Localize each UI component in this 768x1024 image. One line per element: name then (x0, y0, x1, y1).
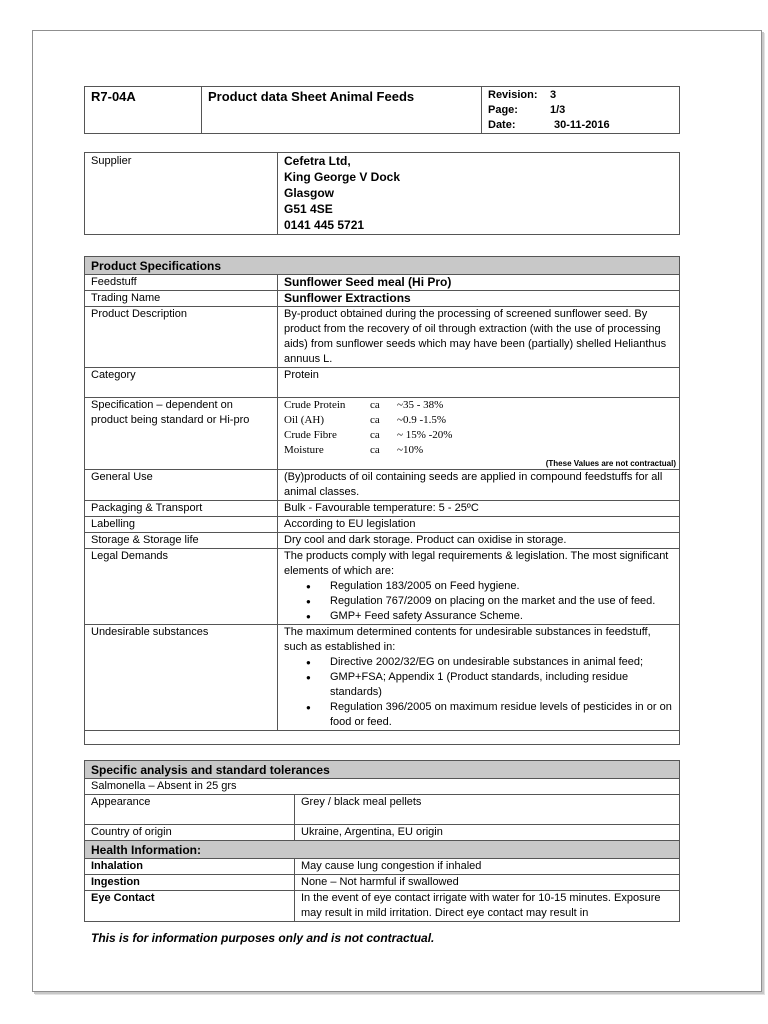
document-title: Product data Sheet Animal Feeds (202, 87, 482, 134)
spec-item (284, 413, 673, 428)
list-item: ● Regulation 767/2009 on placing on the market and the use of feed. (330, 594, 673, 609)
supplier-line: Glasgow (284, 186, 335, 200)
country-origin-value: Ukraine, Argentina, EU origin (295, 825, 680, 841)
section-title-health: Health Information: (85, 841, 680, 859)
specification-label: Specification – dependent on product being standard or Hi-pro (85, 398, 278, 470)
list-item: ● Regulation 396/2005 on maximum residue levels of pesticides in or on food or feed. (330, 700, 673, 730)
supplier-line: 0141 445 5721 (284, 218, 365, 232)
spec-item (284, 428, 673, 443)
product-description-value: By-product obtained during the processing of screened sunflower seed. By product from the recovery of oil through extraction (with the use of processing aids) from sunflower seeds which may have been (partially) shelled Helianthus annuus L. (278, 307, 680, 368)
spec-item-name: Oil (AH) (284, 414, 325, 426)
feedstuff-value: Sunflower Seed meal (Hi Pro) (278, 275, 680, 291)
spec-item-ca: ca (370, 429, 380, 441)
revision-block (482, 87, 680, 134)
spec-item-ca: ca (370, 399, 380, 411)
product-specifications-table (84, 256, 680, 745)
supplier-line: King George V Dock (284, 170, 401, 184)
supplier-address (278, 153, 680, 235)
eye-contact-label: Eye Contact (85, 891, 295, 922)
revision-label: Revision: (488, 89, 538, 101)
spec-item-value: ~35 - 38% (397, 399, 444, 411)
supplier-line: G51 4SE (284, 202, 333, 216)
revision-value: 3 (550, 89, 557, 101)
page-label: Page: (488, 104, 518, 116)
spec-item-value: ~ 15% -20% (397, 429, 453, 441)
undesirable-substances-list (284, 655, 673, 730)
spec-item-value: ~0.9 -1.5% (397, 414, 447, 426)
packaging-label: Packaging & Transport (85, 501, 278, 517)
undesirable-substances-intro: The maximum determined contents for undesirable substances in feedstuff, such as established in: (284, 626, 651, 653)
spec-item (284, 443, 673, 458)
trading-name-value: Sunflower Extractions (278, 291, 680, 307)
document-header (84, 86, 680, 134)
legal-demands-value (278, 549, 680, 625)
ingestion-label: Ingestion (85, 875, 295, 891)
page-value: 1/3 (550, 104, 566, 116)
undesirable-substances-label: Undesirable substances (85, 625, 278, 731)
category-label: Category (85, 368, 278, 398)
disclaimer-note: This is for information purposes only and is not contractual. (91, 931, 435, 945)
storage-value: Dry cool and dark storage. Product can oxidise in storage. (278, 533, 680, 549)
inhalation-label: Inhalation (85, 859, 295, 875)
legal-demands-label: Legal Demands (85, 549, 278, 625)
date-label: Date: (488, 119, 516, 131)
packaging-value: Bulk - Favourable temperature: 5 - 25ºC (278, 501, 680, 517)
list-item: ● GMP+ Feed safety Assurance Scheme. (330, 609, 673, 624)
general-use-value: (By)products of oil containing seeds are applied in compound feedstuffs for all animal classes. (278, 470, 680, 501)
product-description-label: Product Description (85, 307, 278, 368)
inhalation-value: May cause lung congestion if inhaled (295, 859, 680, 875)
legal-demands-intro: The products comply with legal requirements & legislation. The most significant elements of which are: (284, 550, 669, 577)
supplier-label: Supplier (85, 153, 278, 235)
general-use-label: General Use (85, 470, 278, 501)
section-title-specifications: Product Specifications (85, 257, 680, 275)
section-title-analysis: Specific analysis and standard tolerances (85, 761, 680, 779)
labelling-label: Labelling (85, 517, 278, 533)
eye-contact-value: In the event of eye contact irrigate with water for 10-15 minutes. Exposure may result in mild irritation. Direct eye contact may result in (295, 891, 680, 922)
undesirable-substances-value (278, 625, 680, 731)
appearance-value: Grey / black meal pellets (295, 795, 680, 825)
spec-item-name: Crude Protein (284, 399, 346, 411)
specification-values (278, 398, 680, 470)
storage-label: Storage & Storage life (85, 533, 278, 549)
salmonella-row: Salmonella – Absent in 25 grs (85, 779, 680, 795)
list-item: ● Regulation 183/2005 on Feed hygiene. (330, 579, 673, 594)
spec-item-ca: ca (370, 414, 380, 426)
list-item: ● Directive 2002/32/EG on undesirable substances in animal feed; (330, 655, 673, 670)
category-value: Protein (278, 368, 680, 398)
date-value: 30-11-2016 (554, 119, 610, 131)
spec-item-ca: ca (370, 444, 380, 456)
supplier-line: Cefetra Ltd, (284, 154, 351, 168)
supplier-table (84, 152, 680, 235)
spec-item-name: Crude Fibre (284, 429, 337, 441)
analysis-table (84, 760, 680, 922)
empty-row (85, 731, 680, 745)
appearance-label: Appearance (85, 795, 295, 825)
country-origin-label: Country of origin (85, 825, 295, 841)
spec-item-name: Moisture (284, 444, 324, 456)
list-item: ● GMP+FSA; Appendix 1 (Product standards, including residue standards) (330, 670, 673, 700)
labelling-value: According to EU legislation (278, 517, 680, 533)
document-code: R7-04A (85, 87, 202, 134)
spec-item (284, 398, 673, 413)
ingestion-value: None – Not harmful if swallowed (295, 875, 680, 891)
spec-item-value: ~10% (397, 444, 424, 456)
specification-note: (These Values are not contractual) (545, 459, 676, 468)
legal-demands-list (284, 579, 673, 624)
trading-name-label: Trading Name (85, 291, 278, 307)
feedstuff-label: Feedstuff (85, 275, 278, 291)
